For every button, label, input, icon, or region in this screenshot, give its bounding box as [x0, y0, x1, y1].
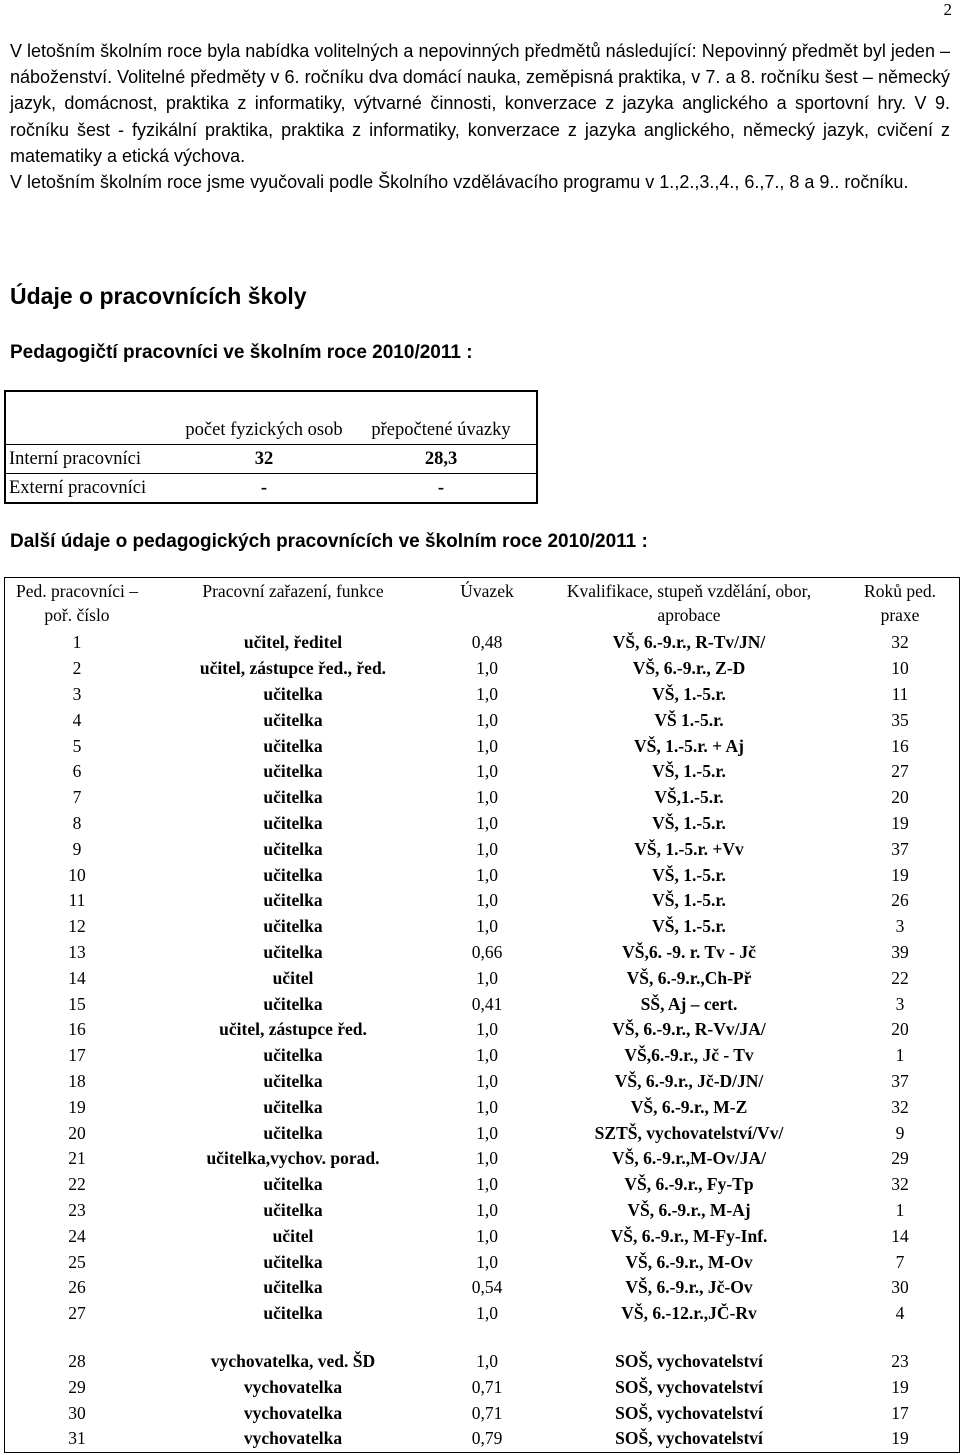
years-cell: 29 [891, 1148, 909, 1169]
years-cell: 1 [895, 1199, 905, 1220]
workload-cell: 1,0 [476, 890, 498, 911]
workload-cell: 1,0 [476, 1148, 498, 1169]
qualification-cell: VŠ, 1.-5.r. + Aj [634, 735, 744, 756]
spacer-cell [149, 1327, 437, 1349]
table-row [5, 1172, 960, 1198]
number-cell: 11 [68, 890, 86, 911]
table-row [5, 1400, 960, 1426]
position-cell: učitelka [263, 761, 323, 782]
position-cell: učitelka [263, 1122, 323, 1143]
qualification-cell: SOŠ, vychovatelství [615, 1402, 763, 1423]
position-cell: učitelka [263, 787, 323, 808]
number-cell: 16 [68, 1019, 86, 1040]
years-cell: 9 [895, 1122, 905, 1143]
qualification-cell: SŠ, Aj – cert. [640, 993, 738, 1014]
number-cell: 6 [72, 761, 82, 782]
position-cell: vychovatelka [243, 1376, 343, 1397]
fte-cell: - [437, 477, 445, 498]
table-row [5, 1249, 960, 1275]
workload-cell: 1,0 [476, 864, 498, 885]
column-header-empty [5, 391, 182, 445]
table-row [5, 836, 960, 862]
position-cell: učitel, zástupce řed. [219, 1019, 367, 1040]
number-cell: 27 [68, 1303, 86, 1324]
qualification-cell: VŠ, 6.-9.r., R-Vv/JA/ [612, 1019, 766, 1040]
workload-cell: 1,0 [476, 658, 498, 679]
table-row [5, 1198, 960, 1224]
position-cell: vychovatelka [243, 1402, 343, 1423]
table-header-row [5, 391, 537, 445]
table-row [5, 1146, 960, 1172]
intro-paragraph-curriculum: V letošním školním roce jsme vyučovali podle Školního vzdělávacího programu v 1.,2.,3.,4., 6.,7., 8 a 9.. ročníku. [10, 172, 909, 193]
workload-cell: 1,0 [476, 1070, 498, 1091]
position-cell: učitelka [263, 993, 323, 1014]
qualification-cell: VŠ, 6.-9.r., Jč-Ov [625, 1277, 753, 1298]
workload-cell: 1,0 [476, 683, 498, 704]
years-cell: 3 [895, 916, 905, 937]
workload-cell: 0,48 [471, 632, 503, 653]
table-spacer-row [5, 1327, 960, 1349]
position-cell: učitel [272, 1225, 314, 1246]
qualification-cell: VŠ, 6.-9.r., Z-D [632, 658, 746, 679]
qualification-cell: SOŠ, vychovatelství [615, 1376, 763, 1397]
number-cell: 4 [72, 709, 82, 730]
table-row [5, 965, 960, 991]
position-cell: učitelka [263, 838, 323, 859]
number-cell: 24 [68, 1225, 86, 1246]
spacer-cell [841, 1327, 960, 1349]
table-row [5, 1374, 960, 1400]
workload-cell: 0,79 [471, 1428, 503, 1449]
workload-cell: 0,71 [471, 1376, 503, 1397]
position-cell: učitel [272, 967, 314, 988]
qualification-cell: VŠ, 1.-5.r. [652, 890, 726, 911]
table-row [5, 1275, 960, 1301]
workload-cell: 1,0 [476, 1096, 498, 1117]
number-cell: 26 [68, 1277, 86, 1298]
workload-cell: 1,0 [476, 787, 498, 808]
table-row [5, 991, 960, 1017]
qualification-cell: VŠ, 1.-5.r. [652, 916, 726, 937]
table-row [5, 888, 960, 914]
position-cell: učitelka [263, 735, 323, 756]
column-header-qualification: Kvalifikace, stupeň vzdělání, obor, aprobace [566, 581, 812, 625]
position-cell: učitelka [263, 1303, 323, 1324]
qualification-cell: VŠ, 1.-5.r. +Vv [634, 838, 744, 859]
table-row [5, 811, 960, 837]
workload-cell: 0,41 [471, 993, 503, 1014]
position-cell: učitelka [263, 941, 323, 962]
table-row [5, 1349, 960, 1375]
number-cell: 29 [68, 1376, 86, 1397]
table-row [5, 474, 537, 504]
number-cell: 8 [72, 812, 82, 833]
qualification-cell: VŠ, 1.-5.r. [652, 683, 726, 704]
number-cell: 12 [68, 916, 86, 937]
subheading-staff-details: Další údaje o pedagogických pracovnících ve školním roce 2010/2011 : [10, 531, 648, 552]
column-header-workload: Úvazek [460, 581, 514, 601]
position-cell: učitelka [263, 864, 323, 885]
years-cell: 26 [891, 890, 909, 911]
number-cell: 25 [68, 1251, 86, 1272]
qualification-cell: VŠ, 6.-9.r., M-Ov [625, 1251, 753, 1272]
headcount-cell: - [260, 477, 268, 498]
qualification-cell: VŠ, 6.-9.r., M-Fy-Inf. [610, 1225, 768, 1246]
number-cell: 19 [68, 1096, 86, 1117]
qualification-cell: VŠ, 6.-9.r., Fy-Tp [624, 1174, 754, 1195]
qualification-cell: VŠ, 6.-9.r., M-Aj [627, 1199, 751, 1220]
workload-cell: 1,0 [476, 1225, 498, 1246]
number-cell: 17 [68, 1045, 86, 1066]
table-row [5, 682, 960, 708]
position-cell: učitelka [263, 1174, 323, 1195]
table-row [5, 1043, 960, 1069]
table-row [5, 1223, 960, 1249]
workload-cell: 1,0 [476, 838, 498, 859]
number-cell: 23 [68, 1199, 86, 1220]
workload-cell: 1,0 [476, 761, 498, 782]
number-cell: 28 [68, 1350, 86, 1371]
qualification-cell: SZTŠ, vychovatelství/Vv/ [594, 1122, 784, 1143]
spacer-cell [5, 1327, 150, 1349]
number-cell: 31 [68, 1428, 86, 1449]
number-cell: 5 [72, 735, 82, 756]
position-cell: učitel, ředitel [243, 632, 343, 653]
table-row [5, 1301, 960, 1327]
qualification-cell: VŠ, 6.-9.r., M-Z [630, 1096, 748, 1117]
years-cell: 14 [891, 1225, 909, 1246]
years-cell: 4 [895, 1303, 905, 1324]
position-cell: učitel, zástupce řed., řed. [199, 658, 387, 679]
workload-cell: 0,66 [471, 941, 503, 962]
qualification-cell: VŠ 1.-5.r. [654, 709, 724, 730]
position-cell: vychovatelka [243, 1428, 343, 1449]
position-cell: učitelka [263, 1096, 323, 1117]
workload-cell: 0,54 [471, 1277, 503, 1298]
table-row [5, 630, 960, 656]
workload-cell: 1,0 [476, 1019, 498, 1040]
column-header-number: Ped. pracovníci – poř. číslo [16, 581, 138, 625]
intro-paragraph-electives: V letošním školním roce byla nabídka volitelných a nepovinných předmětů následující: Nepovinný předmět byl jeden – náboženství. Volitelné předměty v 6. ročníku dva domácí nauka, zeměpisná praktika, v 7. a 8. ročníku šest – německý jazyk, domácnost, praktika z informatiky, výtvarné činnosti, konverzace z jazyka anglického a sportovní hry. V 9. ročníku šest - fyzikální praktika, praktika z informatiky, konverzace z jazyka anglického, německý jazyk, cvičení z matematiky a etická výchova. [10, 41, 950, 166]
position-cell: učitelka [263, 916, 323, 937]
number-cell: 20 [68, 1122, 86, 1143]
years-cell: 11 [891, 683, 909, 704]
table-row [5, 914, 960, 940]
position-cell: učitelka,vychov. porad. [206, 1148, 380, 1169]
workload-cell: 1,0 [476, 967, 498, 988]
column-header-headcount: počet fyzických osob [185, 420, 343, 440]
years-cell: 35 [891, 709, 909, 730]
number-cell: 3 [72, 683, 82, 704]
years-cell: 19 [891, 1376, 909, 1397]
fte-cell: 28,3 [424, 448, 458, 469]
table-row [5, 1017, 960, 1043]
years-cell: 32 [891, 1174, 909, 1195]
years-cell: 7 [895, 1251, 905, 1272]
qualification-cell: VŠ, 6.-9.r.,Ch-Př [626, 967, 752, 988]
position-cell: učitelka [263, 1251, 323, 1272]
qualification-cell: VŠ, 6.-12.r.,JČ-Rv [621, 1303, 757, 1324]
years-cell: 32 [891, 632, 909, 653]
table-row [5, 1069, 960, 1095]
column-header-position: Pracovní zařazení, funkce [202, 581, 384, 601]
row-label: Externí pracovníci [9, 477, 147, 498]
workload-cell: 1,0 [476, 1251, 498, 1272]
spacer-cell [437, 1327, 537, 1349]
table-row [5, 940, 960, 966]
workload-cell: 1,0 [476, 1045, 498, 1066]
table-row [5, 733, 960, 759]
years-cell: 1 [895, 1045, 905, 1066]
qualification-cell: VŠ, 6.-9.r.,M-Ov/JA/ [612, 1148, 766, 1169]
workload-cell: 1,0 [476, 916, 498, 937]
table-row [5, 759, 960, 785]
years-cell: 39 [891, 941, 909, 962]
years-cell: 19 [891, 812, 909, 833]
years-cell: 30 [891, 1277, 909, 1298]
number-cell: 30 [68, 1402, 86, 1423]
workload-cell: 1,0 [476, 1174, 498, 1195]
headcount-cell: 32 [254, 448, 274, 469]
row-label: Interní pracovníci [9, 448, 142, 469]
table-row [5, 862, 960, 888]
position-cell: učitelka [263, 683, 323, 704]
number-cell: 18 [68, 1070, 86, 1091]
number-cell: 10 [68, 864, 86, 885]
workload-cell: 1,0 [476, 1122, 498, 1143]
qualification-cell: VŠ, 6.-9.r., Jč-D/JN/ [614, 1070, 764, 1091]
table-row [5, 656, 960, 682]
years-cell: 20 [891, 1019, 909, 1040]
qualification-cell: VŠ,6. -9. r. Tv - Jč [622, 941, 756, 962]
intro-text [10, 38, 950, 195]
years-cell: 37 [891, 1070, 909, 1091]
qualification-cell: VŠ,1.-5.r. [654, 787, 724, 808]
position-cell: učitelka [263, 709, 323, 730]
number-cell: 21 [68, 1148, 86, 1169]
position-cell: učitelka [263, 890, 323, 911]
years-cell: 19 [891, 1428, 909, 1449]
workload-cell: 0,71 [471, 1402, 503, 1423]
number-cell: 2 [72, 658, 82, 679]
position-cell: vychovatelka, ved. ŠD [210, 1350, 376, 1371]
workload-cell: 1,0 [476, 709, 498, 730]
workload-cell: 1,0 [476, 1199, 498, 1220]
position-cell: učitelka [263, 1045, 323, 1066]
number-cell: 22 [68, 1174, 86, 1195]
years-cell: 16 [891, 735, 909, 756]
table-row [5, 707, 960, 733]
qualification-cell: VŠ, 1.-5.r. [652, 761, 726, 782]
section-heading-staff: Údaje o pracovnících školy [10, 283, 307, 309]
years-cell: 3 [895, 993, 905, 1014]
table-row [5, 445, 537, 474]
table-row [5, 1094, 960, 1120]
subheading-pedagogical-staff: Pedagogičtí pracovníci ve školním roce 2010/2011 : [10, 342, 473, 363]
number-cell: 1 [72, 632, 82, 653]
workload-cell: 1,0 [476, 812, 498, 833]
years-cell: 27 [891, 761, 909, 782]
workload-cell: 1,0 [476, 1303, 498, 1324]
years-cell: 32 [891, 1096, 909, 1117]
years-cell: 17 [891, 1402, 909, 1423]
position-cell: učitelka [263, 1199, 323, 1220]
years-cell: 10 [891, 658, 909, 679]
number-cell: 7 [72, 787, 82, 808]
workload-cell: 1,0 [476, 1350, 498, 1371]
position-cell: učitelka [263, 1070, 323, 1091]
years-cell: 19 [891, 864, 909, 885]
position-cell: učitelka [263, 812, 323, 833]
number-cell: 9 [72, 838, 82, 859]
qualification-cell: SOŠ, vychovatelství [615, 1350, 763, 1371]
years-cell: 22 [891, 967, 909, 988]
qualification-cell: VŠ,6.-9.r., Jč - Tv [624, 1045, 754, 1066]
column-header-fte: přepočtené úvazky [371, 420, 511, 440]
page-number: 2 [943, 0, 952, 19]
position-cell: učitelka [263, 1277, 323, 1298]
staff-detail-table [4, 577, 960, 1453]
column-header-years-practice: Roků ped. praxe [864, 581, 936, 625]
number-cell: 14 [68, 967, 86, 988]
number-cell: 15 [68, 993, 86, 1014]
table-row [5, 1120, 960, 1146]
qualification-cell: SOŠ, vychovatelství [615, 1428, 763, 1449]
number-cell: 13 [68, 941, 86, 962]
years-cell: 20 [891, 787, 909, 808]
years-cell: 23 [891, 1350, 909, 1371]
years-cell: 37 [891, 838, 909, 859]
qualification-cell: VŠ, 1.-5.r. [652, 812, 726, 833]
table-row [5, 1426, 960, 1452]
spacer-cell [537, 1327, 841, 1349]
table-header-row [5, 578, 960, 631]
table-row [5, 785, 960, 811]
staff-summary-table [4, 390, 538, 504]
qualification-cell: VŠ, 6.-9.r., R-Tv/JN/ [612, 632, 766, 653]
qualification-cell: VŠ, 1.-5.r. [652, 864, 726, 885]
workload-cell: 1,0 [476, 735, 498, 756]
